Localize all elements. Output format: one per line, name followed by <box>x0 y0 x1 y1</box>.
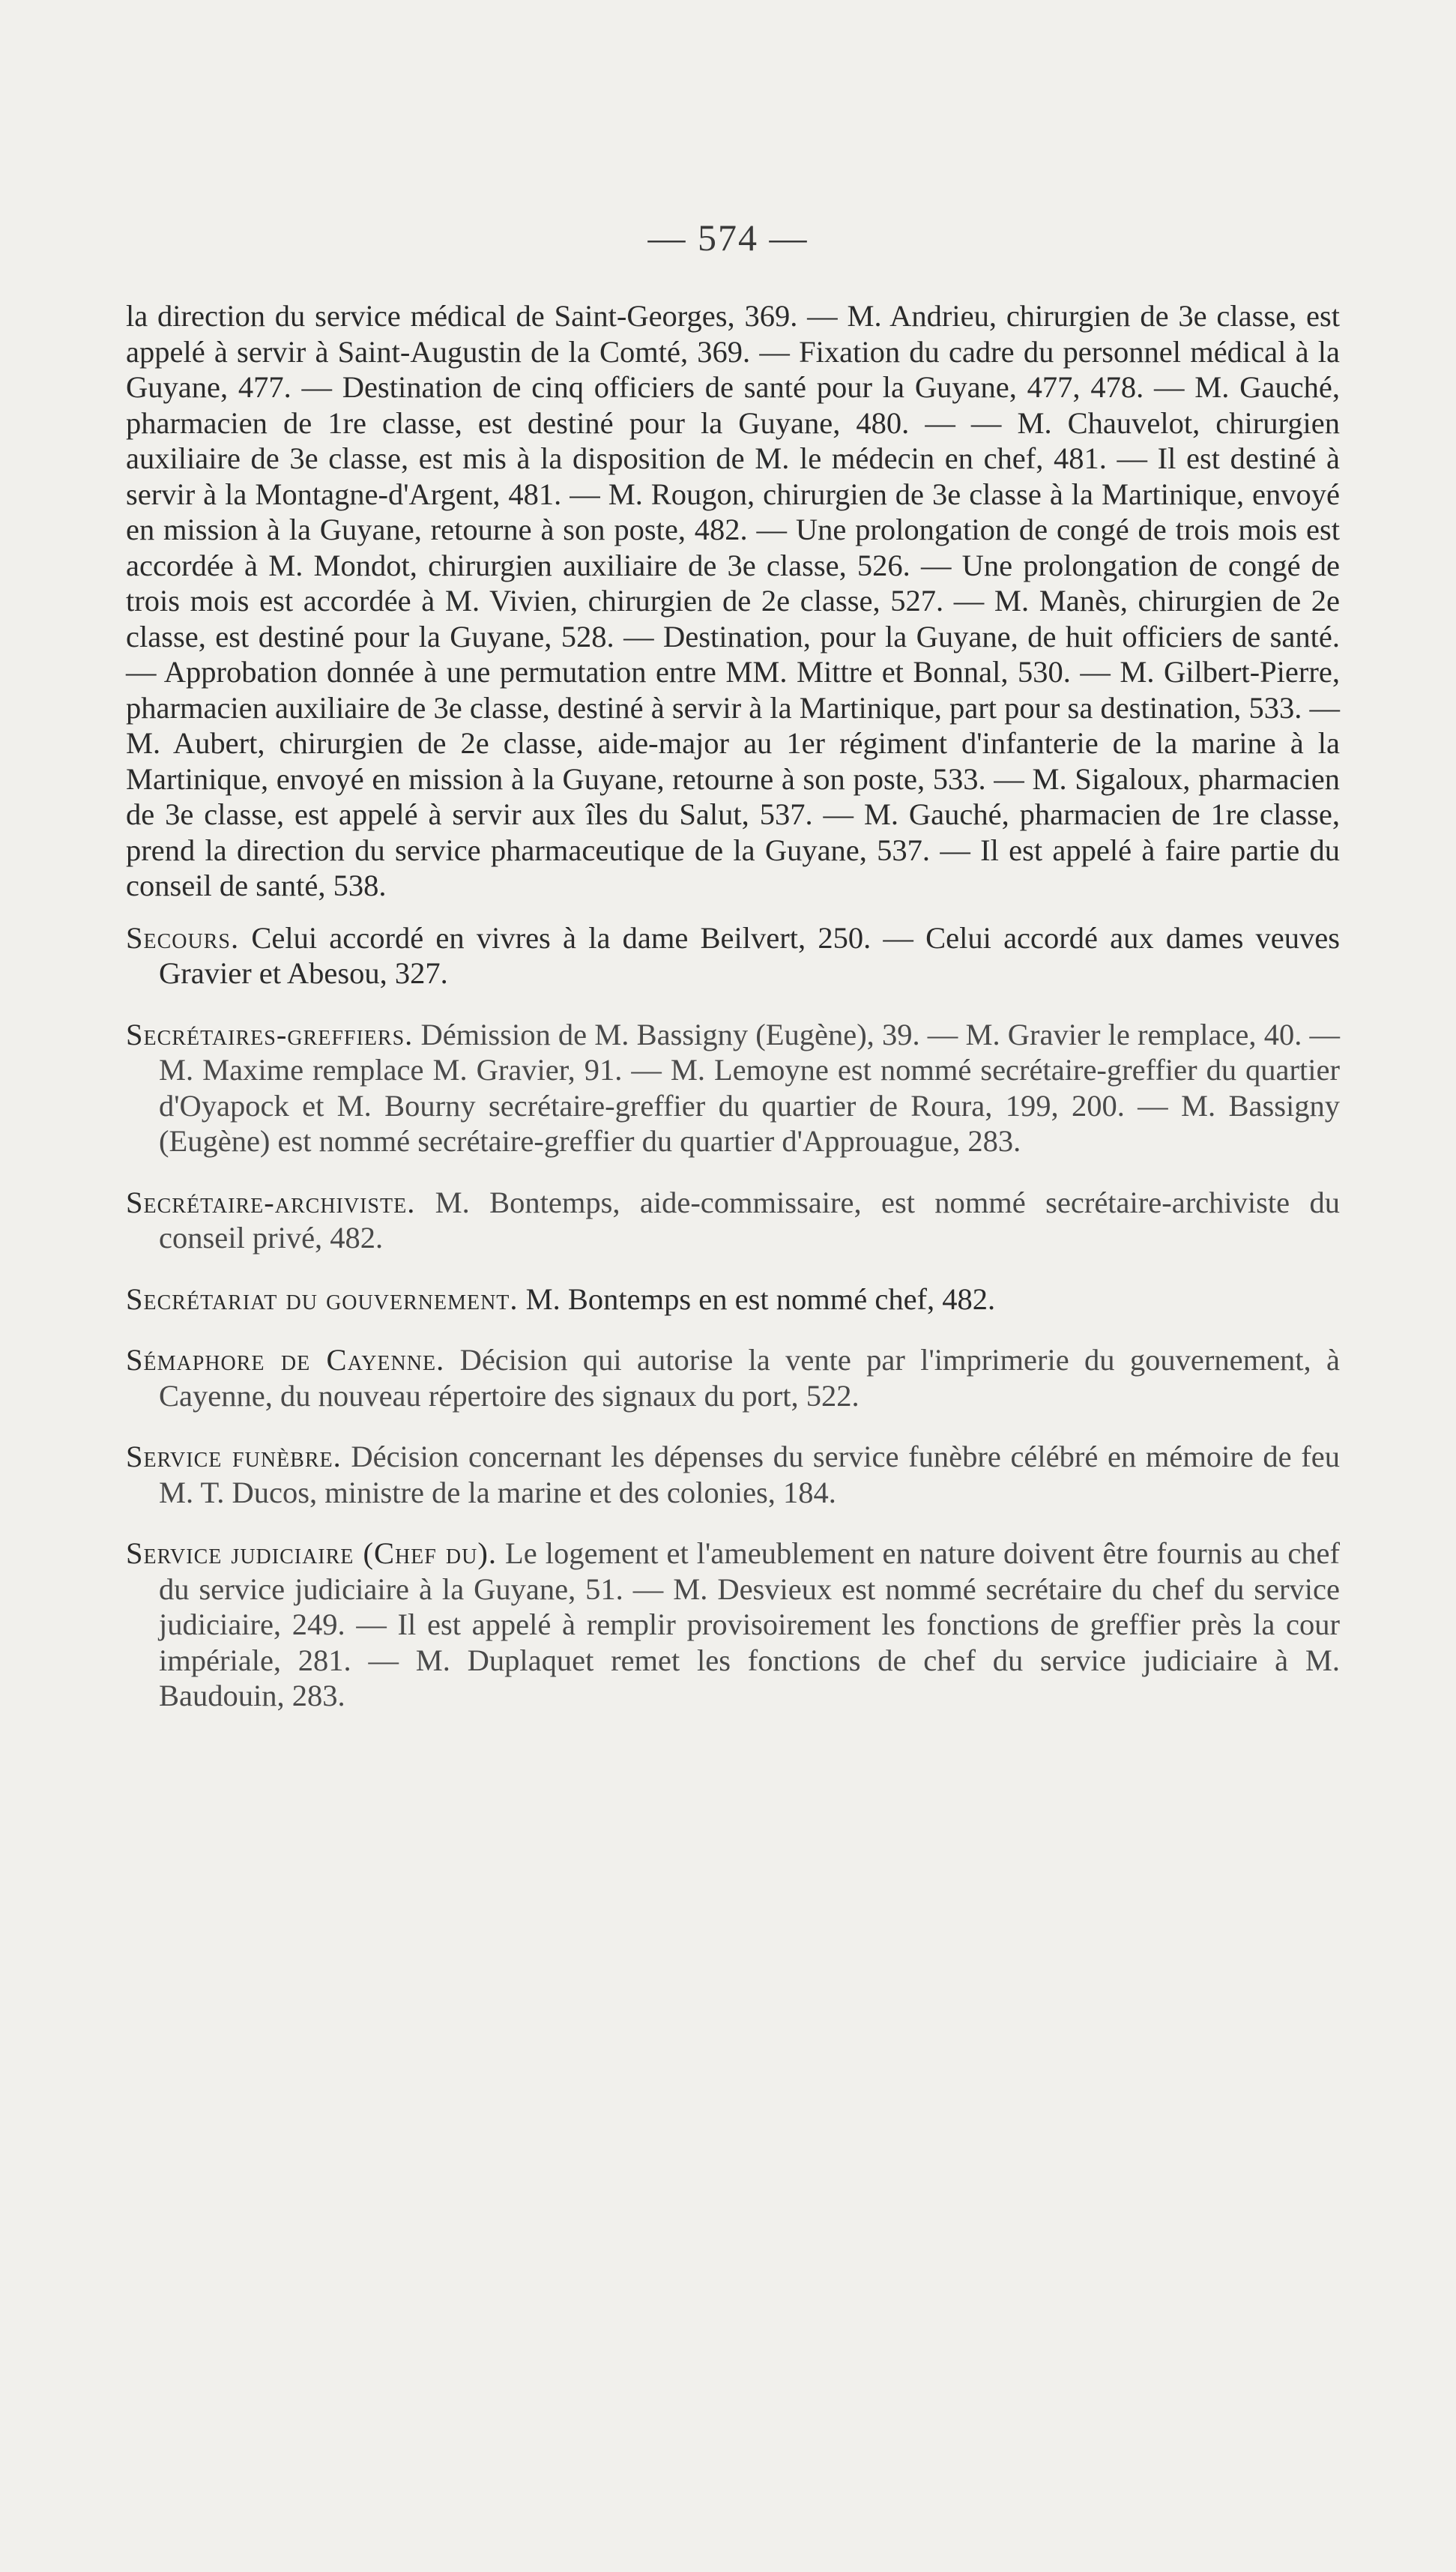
entry-text: Démission de M. Bassigny (Eugène), 39. — M. Gravier le remplace, 40. — M. Maxime remplace M. Gravier, 91. — M. Lemoyne est nommé secrétaire-greffier du quartier d'Oyapock et M. Bourny secrétaire-greffier du quartier de Roura, 199, 200. — M. Bassigny (Eugène) est nommé secrétaire-greffier du quartier d'Approuague, 283. <box>159 1017 1340 1158</box>
entry-heading: Service judiciaire (Chef du). <box>126 1536 497 1570</box>
entry-heading: Secrétaire-archiviste. <box>126 1185 416 1219</box>
entry-text: M. Bontemps en est nommé chef, 482. <box>525 1282 996 1316</box>
entry-heading: Secours. <box>126 920 240 955</box>
entry-text: Le logement et l'ameublement en nature doivent être fournis au chef du service judiciaire à la Guyane, 51. — M. Desvieux est nommé secrétaire du chef du service judiciaire, 249. — Il est appelé à remplir provisoirement les fonctions de greffier près la cour impériale, 281. — M. Duplaquet remet les fonctions de chef du service judiciaire à M. Baudouin, 283. <box>159 1536 1341 1712</box>
index-entry-semaphore-cayenne <box>126 1342 1340 1413</box>
index-entry-secours <box>126 920 1340 991</box>
entry-heading: Service funèbre. <box>126 1440 342 1473</box>
entry-heading: Secrétaires-greffiers. <box>126 1017 414 1051</box>
entry-text: Décision concernant les dépenses du service funèbre célébré en mémoire de feu M. T. Ducos, ministre de la marine et des colonies, 184. <box>159 1440 1340 1509</box>
index-entry-service-funebre <box>126 1439 1340 1510</box>
index-entry-secretariat-gouvernement <box>126 1282 1340 1317</box>
entry-text: M. Bontemps, aide-commissaire, est nommé secrétaire-archiviste du conseil privé, 482. <box>159 1185 1340 1255</box>
index-entry-secretaires-greffiers <box>126 1017 1340 1159</box>
entry-text: Celui accordé en vivres à la dame Beilvert, 250. — Celui accordé aux dames veuves Gravier et Abesou, 327. <box>159 920 1340 990</box>
page-number: — 574 — <box>647 217 809 259</box>
continued-entry-text: la direction du service médical de Saint-Georges, 369. — M. Andrieu, chirurgien de 3e classe, est appelé à servir à Saint-Augustin de la Comté, 369. — Fixation du cadre du personnel médical à la Guyane, 477. — Destination de cinq officiers de santé pour la Guyane, 477, 478. — M. Gauché, pharmacien de 1re classe, est destiné pour la Guyane, 480. — — M. Chauvelot, chirurgien auxiliaire de 3e classe, est mis à la disposition de M. le médecin en chef, 481. — Il est destiné à servir à la Montagne-d'Argent, 481. — M. Rougon, chirurgien de 3e classe à la Martinique, envoyé en mission à la Guyane, retourne à son poste, 482. — Une prolongation de congé de trois mois est accordée à M. Mondot, chirurgien auxiliaire de 3e classe, 526. — Une prolongation de congé de trois mois est accordée à M. Vivien, chirurgien de 2e classe, 527. — M. Manès, chirurgien de 2e classe, est destiné pour la Guyane, 528. — Destination, pour la Guyane, de huit officiers de santé. — Approbation donnée à une permutation entre MM. Mittre et Bonnal, 530. — M. Gilbert-Pierre, pharmacien auxiliaire de 3e classe, destiné à servir à la Martinique, part pour sa destination, 533. — M. Aubert, chirurgien de 2e classe, aide-major au 1er régiment d'infanterie de la marine à la Martinique, envoyé en mission à la Guyane, retourne à son poste, 533. — M. Sigaloux, pharmacien de 3e classe, est appelé à servir aux îles du Salut, 537. — M. Gauché, pharmacien de 1re classe, prend la direction du service pharmaceutique de la Guyane, 537. — Il est appelé à faire partie du conseil de santé, 538. <box>126 299 1340 902</box>
entry-text: Décision qui autorise la vente par l'imprimerie du gouvernement, à Cayenne, du nouveau répertoire des signaux du port, 522. <box>159 1343 1341 1413</box>
index-entry-service-judiciaire <box>126 1536 1340 1714</box>
entry-heading: Secrétariat du gouvernement. <box>126 1282 519 1316</box>
index-entry-secretaire-archiviste <box>126 1185 1340 1256</box>
index-text <box>126 298 1340 1714</box>
entry-heading: Sémaphore de Cayenne. <box>126 1343 445 1377</box>
